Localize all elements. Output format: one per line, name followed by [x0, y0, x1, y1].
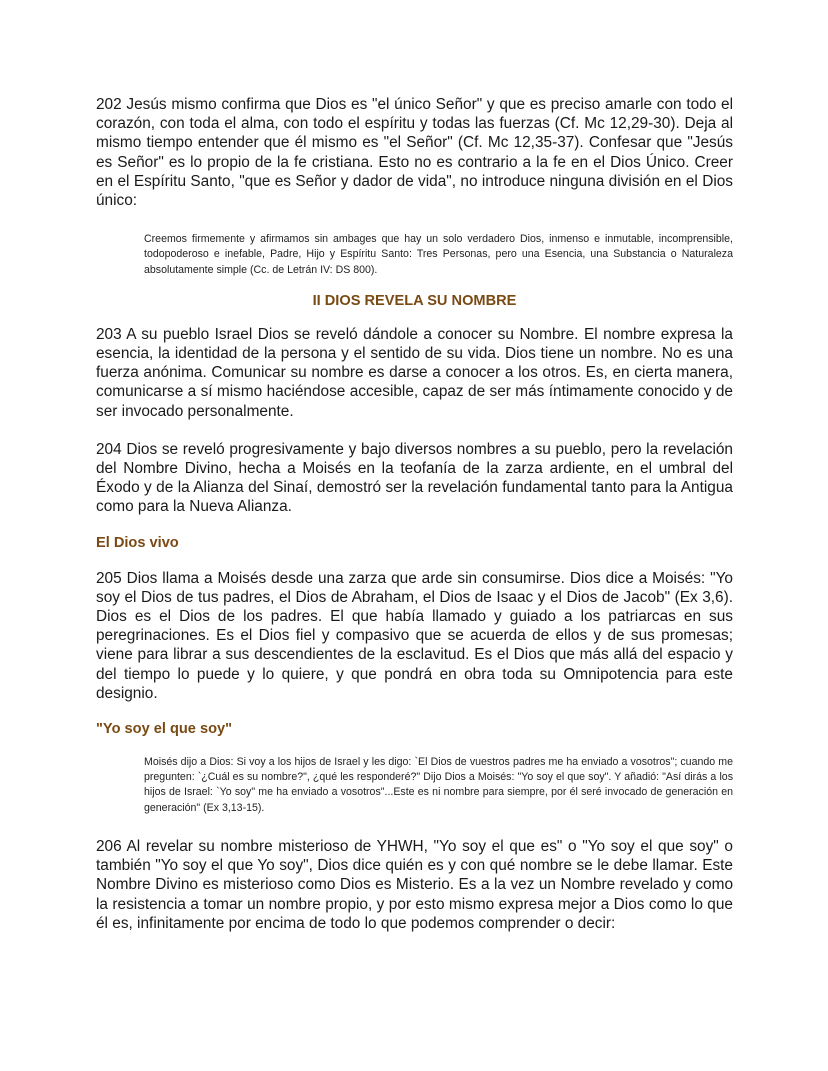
subheading-dios-vivo: El Dios vivo — [96, 534, 179, 551]
block-quote-letran: Creemos firmemente y afirmamos sin ambages que hay un solo verdadero Dios, inmenso e inmutable, incomprensible, todopoderoso e inefable, Padre, Hijo y Espíritu Santo: Tres Personas, pero una Esencia, una Substancia o Naturaleza absolutamente simple (Cc. de Letrán IV: DS 800). — [144, 233, 733, 276]
section-title: II DIOS REVELA SU NOMBRE — [312, 292, 517, 309]
subheading-yo-soy: "Yo soy el que soy" — [96, 721, 233, 738]
paragraph-203: 203 A su pueblo Israel Dios se reveló dándole a conocer su Nombre. El nombre expresa la esencia, la identidad de la persona y el sentido de su vida. Dios tiene un nombre. No es una fuerza anónima. Comunicar su nombre es darse a conocer a los otros. Es, en cierta manera, comunicarse a sí mismo haciéndose accesible, capaz de ser más íntimamente conocido y de ser invocado personalmente. — [96, 325, 733, 420]
paragraph-205: 205 Dios llama a Moisés desde una zarza que arde sin consumirse. Dios dice a Moisés: "Yo soy el Dios de tus padres, el Dios de Abraham, el Dios de Isaac y el Dios de Jacob" (Ex 3,6). Dios es el Dios de los padres. El que había llamado y guiado a los patriarcas en sus peregrinaciones. Es el Dios fiel y compasivo que se acuerda de ellos y de sus promesas; viene para librar a sus descendientes de la esclavitud. Es el Dios que más allá del espacio y del tiempo lo puede y lo quiere, y que pondrá en obra toda su Omnipotencia para este designio. — [96, 569, 733, 702]
paragraph-202: 202 Jesús mismo confirma que Dios es "el único Señor" y que es preciso amarle con todo el corazón, con toda el alma, con todo el espíritu y todas las fuerzas (Cf. Mc 12,29-30). Deja al mismo tiempo entender que él mismo es "el Señor" (Cf. Mc 12,35-37). Confesar que "Jesús es Señor" es lo propio de la fe cristiana. Esto no es contrario a la fe en el Dios Único. Creer en el Espíritu Santo, "que es Señor y dador de vida", no introduce ninguna división en el Dios único: — [96, 96, 733, 210]
paragraph-204: 204 Dios se reveló progresivamente y bajo diversos nombres a su pueblo, pero la revelación del Nombre Divino, hecha a Moisés en la teofanía de la zarza ardiente, en el umbral del Éxodo y de la Alianza del Sinaí, demostró ser la revelación fundamental tanto para la Antigua como para la Nueva Alianza. — [96, 440, 733, 516]
block-quote-exodo: Moisés dijo a Dios: Si voy a los hijos de Israel y les digo: `El Dios de vuestros padres me ha enviado a vosotros"; cuando me pregunten: `¿Cuál es su nombre?", ¿qué les responderé?" Dijo Dios a Moisés: "Yo soy el que soy". Y añadió: "Así dirás a los hijos de Israel: `Yo soy" me ha enviado a vosotros"...Este es ni nombre para siempre, por él seré invocado de generación en generación" (Ex 3,13-15). — [144, 756, 733, 814]
paragraph-206: 206 Al revelar su nombre misterioso de YHWH, "Yo soy el que es" o "Yo soy el que soy" o también "Yo soy el que Yo soy", Dios dice quién es y con qué nombre se le debe llamar. Este Nombre Divino es misterioso como Dios es Misterio. Es a la vez un Nombre revelado y como la resistencia a tomar un nombre propio, y por esto mismo expresa mejor a Dios como lo que él es, infinitamente por encima de todo lo que podemos comprender o decir: — [96, 837, 733, 932]
